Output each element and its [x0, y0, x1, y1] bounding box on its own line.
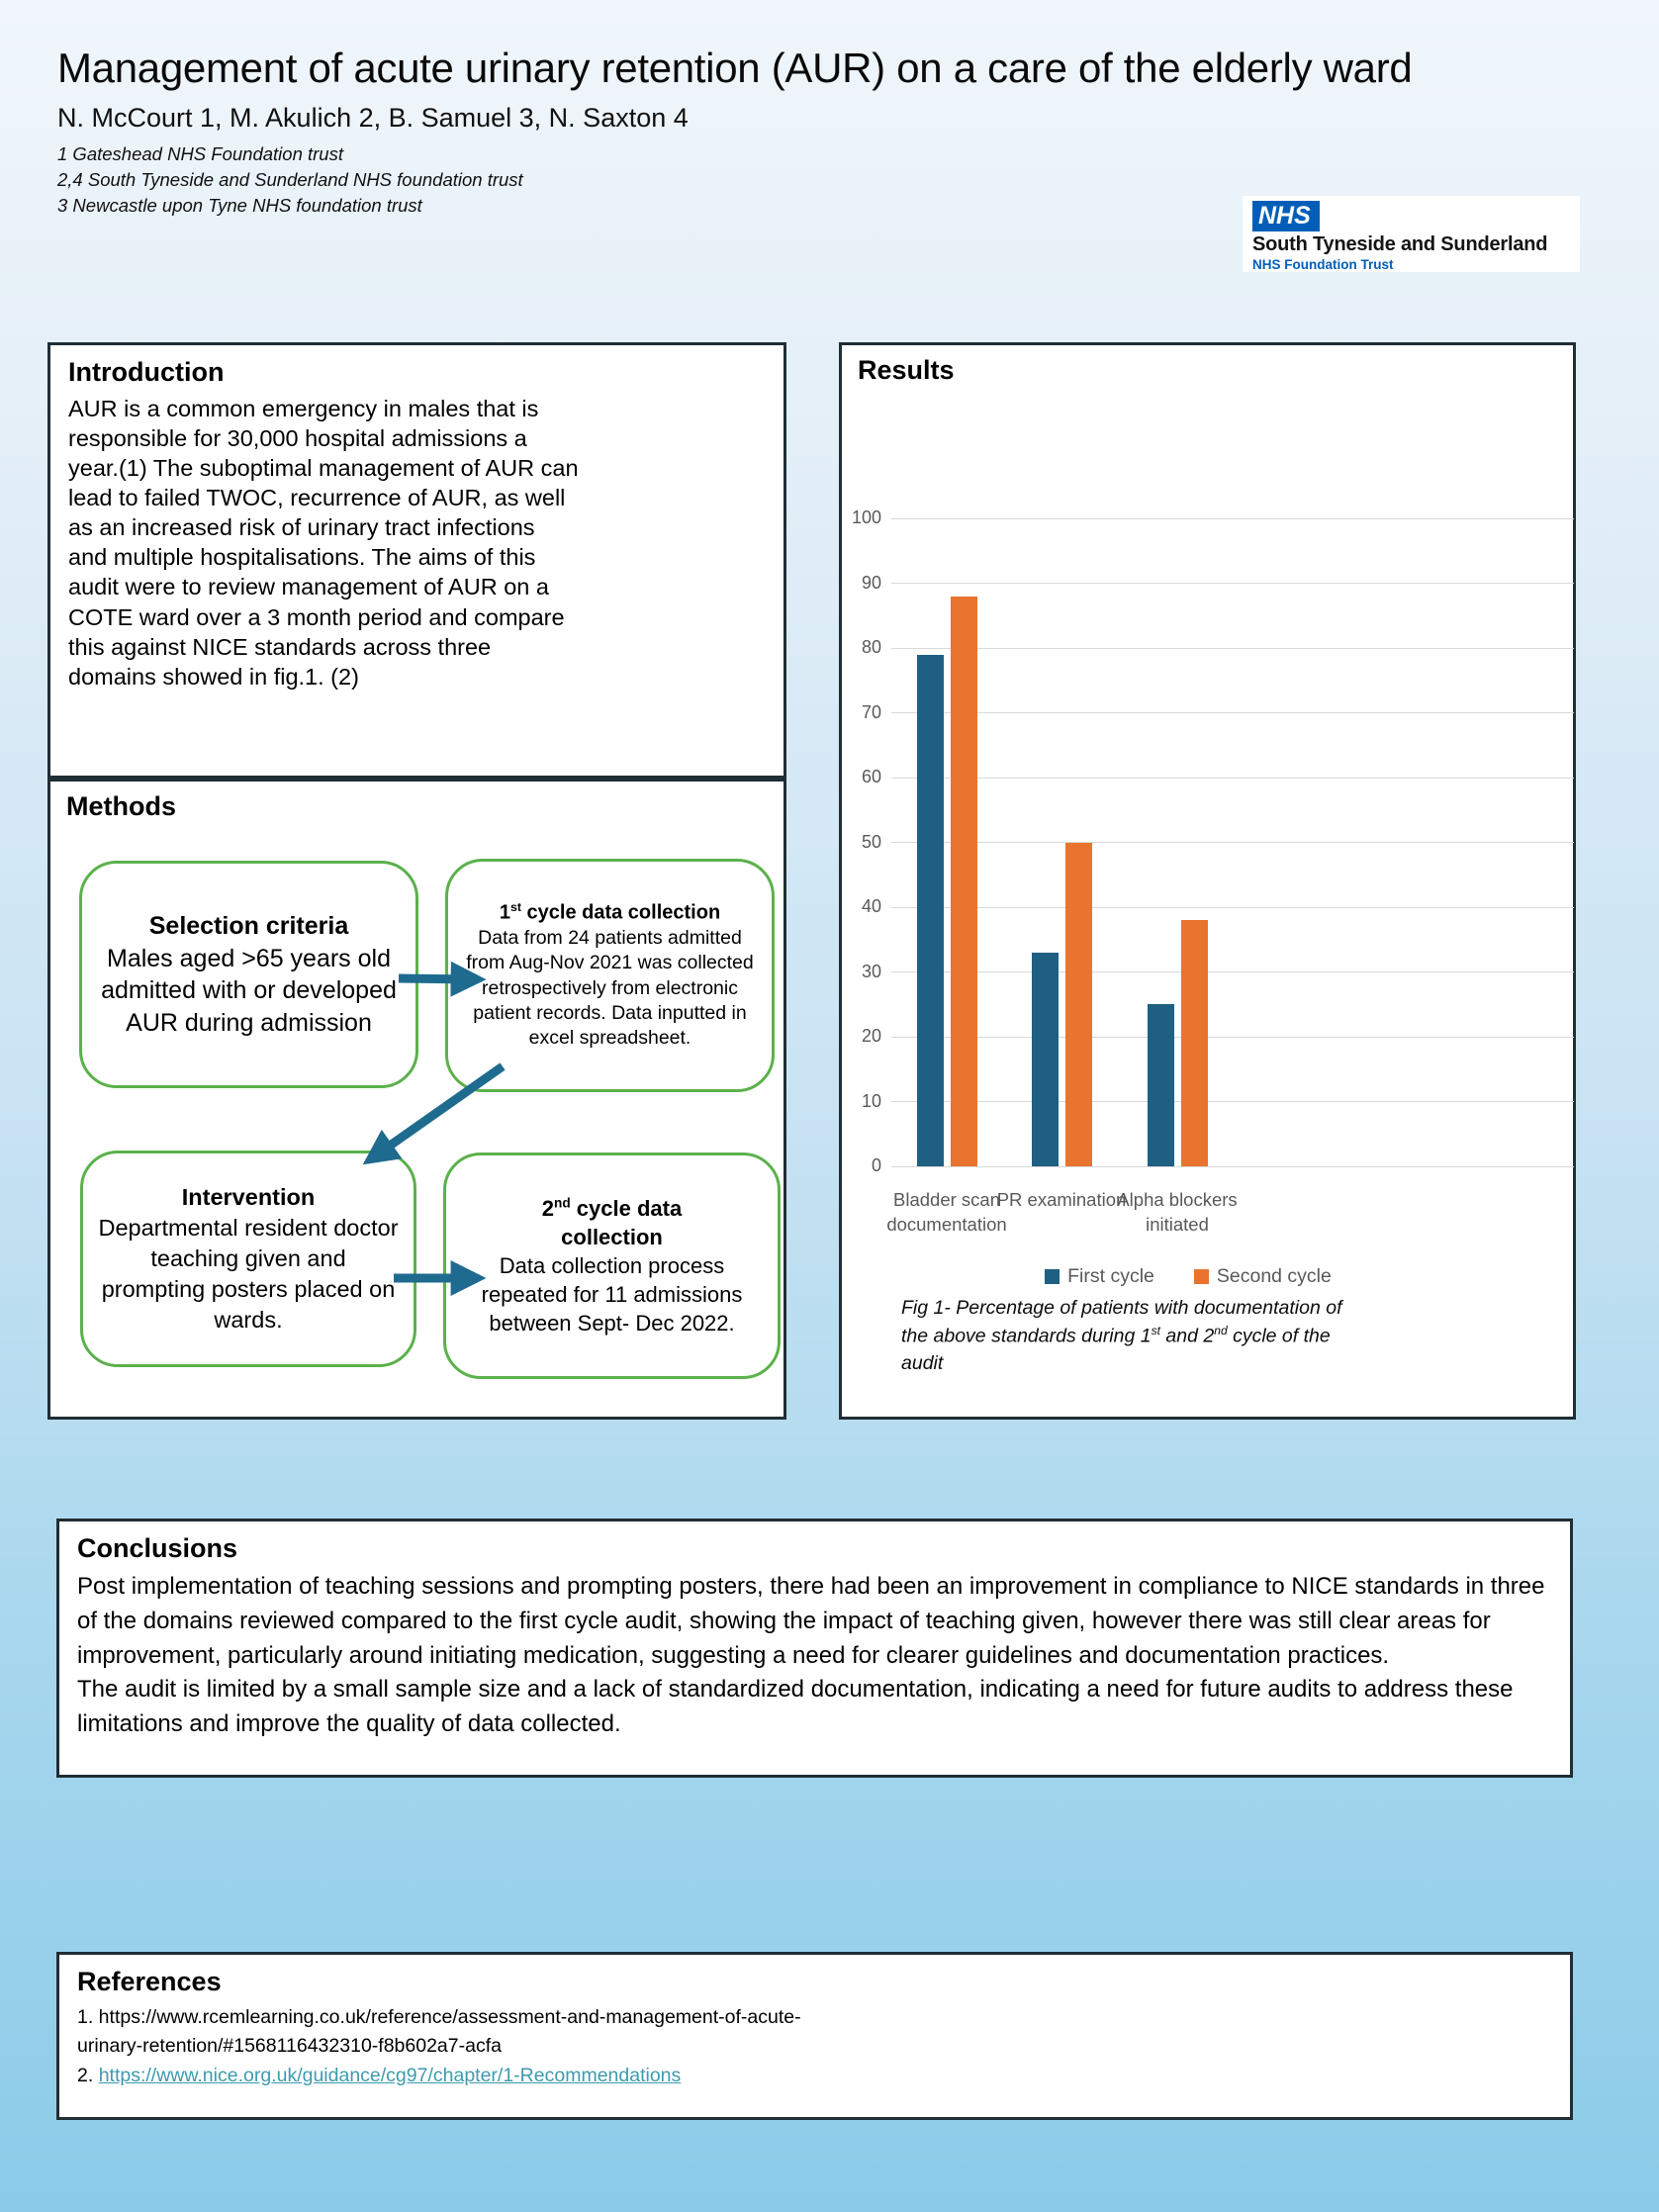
figure-caption-superscript: st — [1151, 1323, 1161, 1337]
gridline — [891, 518, 1574, 519]
intervention-box — [80, 1151, 416, 1367]
figure-caption — [901, 1295, 1358, 1378]
y-tick-label: 80 — [861, 637, 881, 657]
bar-chart — [842, 345, 1579, 1423]
gridline — [891, 583, 1574, 584]
legend-swatch — [1045, 1269, 1060, 1284]
category-label: Alpha blockers initiated — [1117, 1189, 1238, 1235]
gridline — [891, 712, 1574, 713]
y-tick-label: 50 — [861, 831, 881, 852]
reference-item: 1. https://www.rcemlearning.co.uk/reference/assessment-and-management-of-acute-urinary-retention/#1568116432310-f8b602a7-acfa — [77, 2006, 801, 2058]
trust-subtitle: NHS Foundation Trust — [1252, 257, 1394, 272]
category-label: PR examination — [996, 1189, 1127, 1210]
intervention-body: Departmental resident doctor teaching given and prompting posters placed on wards. — [98, 1214, 399, 1334]
figure-caption-text: Fig 1- Percentage of patients with documentation of the above standards during 1 — [901, 1297, 1342, 1347]
conclusions-paragraph: The audit is limited by a small sample size and a lack of standardized documentation, indicating a need for future audits to address these limitations and improve the quality of data collected. — [77, 1676, 1514, 1738]
bar-first-cycle — [1148, 1004, 1174, 1166]
first-cycle-title-text: cycle data collection — [520, 901, 721, 924]
poster-header — [57, 40, 1432, 219]
gridline — [891, 1166, 1574, 1167]
reference-item — [77, 2062, 1552, 2090]
selection-criteria-title: Selection criteria — [148, 912, 349, 940]
first-cycle-body: Data from 24 patients admitted from Aug-Nov 2021 was collected retrospectively from electronic patient records. Data inputted in excel spreadsheet. — [466, 926, 754, 1050]
legend-swatch — [1194, 1269, 1209, 1284]
second-cycle-title-superscript: nd — [554, 1195, 571, 1211]
second-cycle-title-text: cycle data collection — [561, 1195, 683, 1249]
first-cycle-title-superscript: st — [509, 900, 521, 915]
second-cycle-title-number: 2 — [541, 1195, 555, 1221]
first-cycle-box — [445, 859, 775, 1092]
first-cycle-title — [462, 899, 758, 926]
methods-heading: Methods — [66, 791, 176, 821]
y-tick-label: 40 — [861, 896, 881, 916]
legend-label: First cycle — [1067, 1265, 1154, 1287]
trust-name: South Tyneside and Sunderland — [1252, 233, 1548, 255]
chart-legend — [931, 1265, 1445, 1288]
affiliation-line: 3 Newcastle upon Tyne NHS foundation trust — [57, 194, 422, 216]
affiliation-line: 2,4 South Tyneside and Sunderland NHS foundation trust — [57, 168, 523, 190]
gridline — [891, 1101, 1574, 1102]
references-section — [56, 1952, 1573, 2120]
second-cycle-box — [443, 1152, 781, 1379]
nhs-trust-logo — [1243, 196, 1580, 272]
legend-item — [1045, 1265, 1154, 1288]
legend-label: Second cycle — [1216, 1265, 1332, 1287]
results-section — [839, 342, 1576, 1420]
conclusions-paragraph: Post implementation of teaching sessions and prompting posters, there had been an improvement in compliance to NICE standards in three of the domains reviewed compared to the first cycle audit, showing the impact of teaching given, however there was still clear areas for improvement, particularly around initiating medication, suggesting a need for clearer guidelines and documentation practices. — [77, 1573, 1545, 1669]
introduction-heading: Introduction — [68, 357, 225, 387]
introduction-body: AUR is a common emergency in males that is responsible for 30,000 hospital admissions a year.(1) The suboptimal management of AUR can lead to failed TWOC, recurrence of AUR, as well as an increased risk of urinary tract infections and multiple hospitalisations. The aims of this audit were to review management of AUR on a COTE ward over a 3 month period and compare this against NICE standards across three domains showed in fig.1. (2) — [68, 396, 579, 690]
selection-criteria-body: Males aged >65 years old admitted with or developed AUR during admission — [101, 944, 397, 1037]
first-cycle-title-number: 1 — [499, 901, 510, 924]
gridline — [891, 971, 1574, 972]
figure-caption-superscript: nd — [1214, 1323, 1228, 1337]
y-tick-label: 10 — [861, 1090, 881, 1111]
y-tick-label: 70 — [861, 701, 881, 722]
figure-caption-text: cycle of the audit — [901, 1325, 1331, 1374]
y-tick-label: 60 — [861, 767, 881, 786]
authors-line: N. McCourt 1, M. Akulich 2, B. Samuel 3, N. Saxton 4 — [57, 102, 689, 133]
affiliation-line: 1 Gateshead NHS Foundation trust — [57, 142, 343, 164]
bar-first-cycle — [1032, 953, 1059, 1166]
nhs-logo-icon: NHS — [1252, 201, 1320, 231]
gridline — [891, 842, 1574, 843]
conclusions-section — [56, 1519, 1573, 1778]
gridline — [891, 648, 1574, 649]
references-heading: References — [77, 1967, 222, 1996]
second-cycle-title — [494, 1194, 731, 1251]
reference-number: 2. — [77, 2064, 99, 2086]
intervention-title: Intervention — [181, 1183, 316, 1210]
y-tick-label: 30 — [861, 961, 881, 981]
conclusions-heading: Conclusions — [77, 1533, 238, 1563]
y-tick-label: 90 — [861, 572, 881, 593]
category-label: Bladder scan documentation — [886, 1189, 1007, 1235]
poster-title: Management of acute urinary retention (AUR) on a care of the elderly ward — [57, 45, 1413, 91]
legend-item — [1194, 1265, 1332, 1288]
y-tick-label: 20 — [861, 1026, 881, 1046]
bar-second-cycle — [1181, 920, 1208, 1166]
methods-section — [47, 779, 786, 1420]
reference-link[interactable]: https://www.nice.org.uk/guidance/cg97/chapter/1-Recommendations — [98, 2064, 682, 2086]
second-cycle-body: Data collection process repeated for 11 admissions between Sept- Dec 2022. — [481, 1252, 743, 1336]
introduction-section — [47, 342, 786, 779]
bar-second-cycle — [951, 597, 977, 1166]
gridline — [891, 778, 1574, 779]
selection-criteria-box — [79, 861, 418, 1088]
results-heading: Results — [858, 355, 955, 385]
gridline — [891, 907, 1574, 908]
figure-caption-text: and 2 — [1160, 1325, 1215, 1347]
y-tick-label: 0 — [871, 1155, 881, 1175]
bar-second-cycle — [1065, 843, 1092, 1167]
gridline — [891, 1037, 1574, 1038]
y-tick-label: 100 — [851, 507, 881, 527]
bar-first-cycle — [917, 655, 944, 1166]
